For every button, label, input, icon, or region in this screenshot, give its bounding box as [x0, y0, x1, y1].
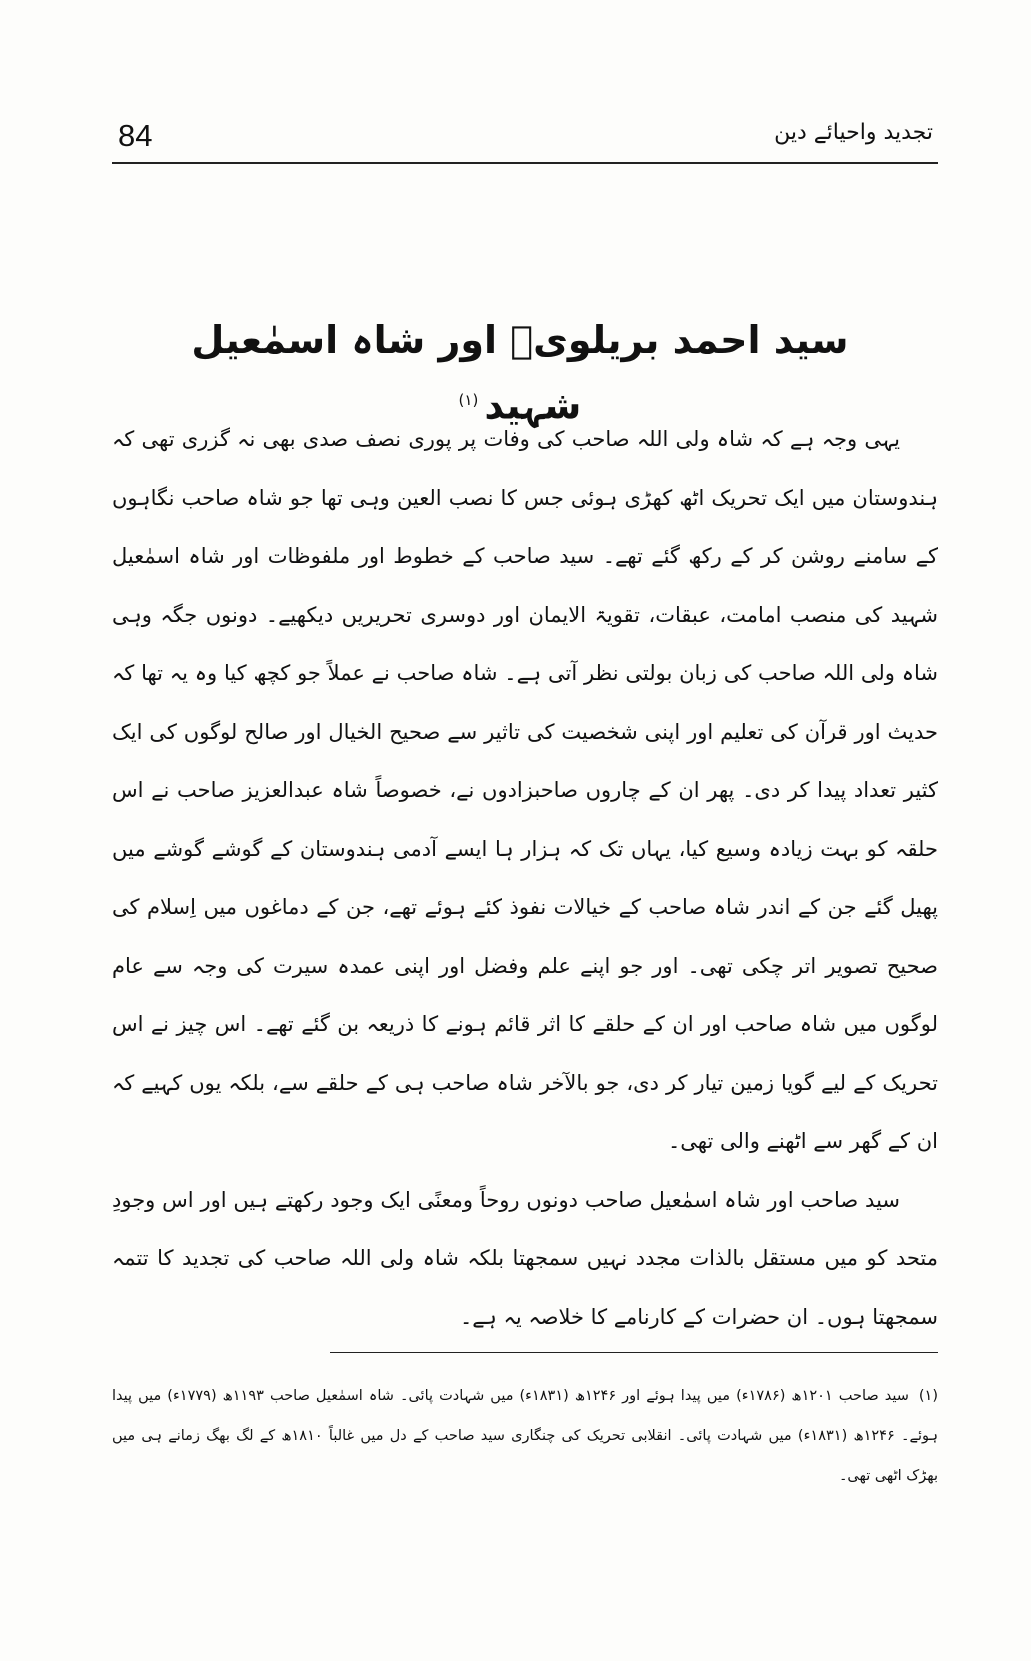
chapter-footnote-marker: (۱) — [458, 391, 479, 409]
page-header — [118, 118, 933, 164]
footnote-marker: (۱) — [918, 1388, 939, 1404]
chapter-title-text: سید احمد بریلویؒ اور شاہ اسمٰعیل شہید — [191, 318, 849, 428]
paragraph-2: سید صاحب اور شاہ اسمٰعیل صاحب دونوں روحاً ومعنًی ایک وجود رکھتے ہیں اور اس وجودِ متحد کو میں مستقل بالذات مجدد نہیں سمجھتا بلکہ شاہ ولی اللہ صاحب کی تجدید کا تتمہ سمجھتا ہوں۔ ان حضرات کے کارنامے کا خلاصہ یہ ہے۔ — [112, 1187, 938, 1329]
page-number: 84 — [118, 118, 153, 153]
body-text — [112, 410, 938, 1346]
footnote — [112, 1376, 938, 1496]
header-divider — [112, 162, 938, 164]
running-title: تجدید واحیائے دین — [774, 120, 933, 145]
footnote-text: سید صاحب ۱۲۰۱ھ (۱۷۸۶ء) میں پیدا ہوئے اور ۱۲۴۶ھ (۱۸۳۱ء) میں شہادت پائی۔ شاہ اسمٰعیل صاحب ۱۱۹۳ھ (۱۷۷۹ء) میں پیدا ہوئے۔ ۱۲۴۶ھ (۱۸۳۱ء) میں شہادت پائی۔ انقلابی تحریک کی چنگاری سید صاحب کے دل میں غالباً ۱۸۱۰ھ کے لگ بھگ زمانے ہی میں بھڑک اٹھی تھی۔ — [112, 1388, 939, 1484]
paragraph-1: یہی وجہ ہے کہ شاہ ولی اللہ صاحب کی وفات پر پوری نصف صدی بھی نہ گزری تھی کہ ہندوستان میں ایک تحریک اٹھ کھڑی ہوئی جس کا نصب العین وہی تھا جو شاہ صاحب نگاہوں کے سامنے روشن کر کے رکھ گئے تھے۔ سید صاحب کے خطوط اور ملفوظات اور شاہ اسمٰعیل شہید کی منصب امامت، عبقات، تقویۃ الایمان اور دوسری تحریریں دیکھیے۔ دونوں جگہ وہی شاہ ولی اللہ صاحب کی زبان بولتی نظر آتی ہے۔ شاہ صاحب نے عملاً جو کچھ کیا وہ یہ تھا کہ حدیث اور قرآن کی تعلیم اور اپنی شخصیت کی تاثیر سے صحیح الخیال اور صالح لوگوں کی ایک کثیر تعداد پیدا کر دی۔ پھر ان کے چاروں صاحبزادوں نے، خصوصاً شاہ عبدالعزیز صاحب نے اس حلقہ کو بہت زیادہ وسیع کیا، یہاں تک کہ ہزار ہا ایسے آدمی ہندوستان کے گوشے گوشے میں پھیل گئے جن کے اندر شاہ صاحب کے خیالات نفوذ کئے ہوئے تھے، جن کے دماغوں میں اِسلام کی صحیح تصویر اتر چکی تھی۔ اور جو اپنے علم وفضل اور اپنی عمدہ سیرت کی وجہ سے عام لوگوں میں شاہ صاحب اور ان کے حلقے کا اثر قائم ہونے کا ذریعہ بن گئے تھے۔ اس چیز نے اس تحریک کے لیے گویا زمین تیار کر دی، جو بالآخر شاہ صاحب ہی کے حلقے سے، بلکہ یوں کہیے کہ ان کے گھر سے اٹھنے والی تھی۔ — [112, 427, 938, 1153]
footnote-divider — [330, 1352, 938, 1353]
